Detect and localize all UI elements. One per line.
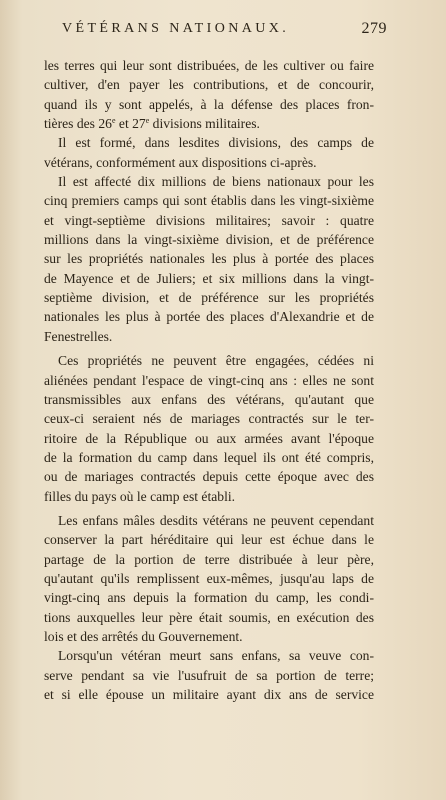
page-header xyxy=(48,20,387,49)
text-line: tions auxquelles leur père était soumis, en exécution des xyxy=(44,609,374,625)
text-line: de la formation du camp dans lequel ils ont été compris, xyxy=(44,449,374,465)
text-line: millions dans la vingt-sixième division, et de préférence xyxy=(44,232,374,248)
text-line: vingt-cinq ans depuis la formation du camp, les condi- xyxy=(44,590,374,606)
text-line: les terres qui leur sont distribuées, de les cultiver ou faire xyxy=(44,58,374,73)
text-line: ou de mariages contractés depuis cette époque avec des xyxy=(44,469,374,485)
text-line xyxy=(44,114,374,133)
text-line: Il est affecté dix millions de biens nationaux pour les xyxy=(58,174,374,190)
text-line: cinq premiers camps qui sont établis dans les vingt-sixième xyxy=(44,193,374,209)
text-line: et si elle épouse un militaire ayant dix ans de service xyxy=(44,687,374,702)
text-line: aliénées pendant l'espace de vingt-cinq ans : elles ne sont xyxy=(44,372,374,388)
text-line: partage de la portion de terre distribuée à leur père, xyxy=(44,551,374,567)
text-line: cultiver, d'en payer les contributions, et de concourir, xyxy=(44,77,374,93)
text-line: transmissibles aux enfans des vétérans, qu'autant que xyxy=(44,391,374,407)
text-line: ceux-ci seraient nés de mariages contractés sur le ter- xyxy=(44,411,374,427)
text-fragment: divisions militaires. xyxy=(149,116,260,132)
ordinal-superscript: e xyxy=(145,116,150,126)
text-line: septième division, et de préférence sur les propriétés xyxy=(44,290,374,306)
text-line: de Mayence et de Juliers; et six millions dans la vingt- xyxy=(44,270,374,286)
text-line: sur les propriétés nationales les plus à portée des places xyxy=(44,251,374,267)
text-line: Ces propriétés ne peuvent être engagées, cédées ni xyxy=(58,353,374,369)
text-line: filles du pays où le camp est établi. xyxy=(44,488,236,504)
text-line: lois et des arrêtés du Gouvernement. xyxy=(44,628,243,644)
text-line: nationales les plus à portée des places d'Alexandrie et de xyxy=(44,309,374,325)
text-line: qu'autant qu'ils remplissent eux-mêmes, jusqu'au laps de xyxy=(44,570,374,586)
text-line: Fenestrelles. xyxy=(44,328,113,344)
text-line: ritoire de la République ou aux armées avant l'époque xyxy=(44,430,374,446)
text-line: conserver la part héréditaire qui leur est échue dans le xyxy=(44,532,374,548)
text-line: Les enfans mâles desdits vétérans ne peuvent cependant xyxy=(58,512,374,528)
text-line: quand ils y sont appelés, à la défense des places fron- xyxy=(44,96,374,112)
body-text xyxy=(44,56,374,704)
text-line: Il est formé, dans lesdites divisions, des camps de xyxy=(58,135,374,151)
text-fragment: et 27 xyxy=(115,116,146,132)
text-line: serve pendant sa vie l'usufruit de sa portion de terre; xyxy=(44,667,374,683)
text-fragment: tières des 26 xyxy=(44,116,112,132)
running-title: VÉTÉRANS NATIONAUX. xyxy=(62,21,290,36)
ordinal-superscript: e xyxy=(111,116,116,126)
page-number: 279 xyxy=(361,20,387,37)
text-line: et vingt-septième divisions militaires; savoir : quatre xyxy=(44,212,374,228)
text-line: vétérans, conformément aux dispositions ci-après. xyxy=(44,154,317,170)
text-line: Lorsqu'un vétéran meurt sans enfans, sa veuve con- xyxy=(58,648,374,664)
